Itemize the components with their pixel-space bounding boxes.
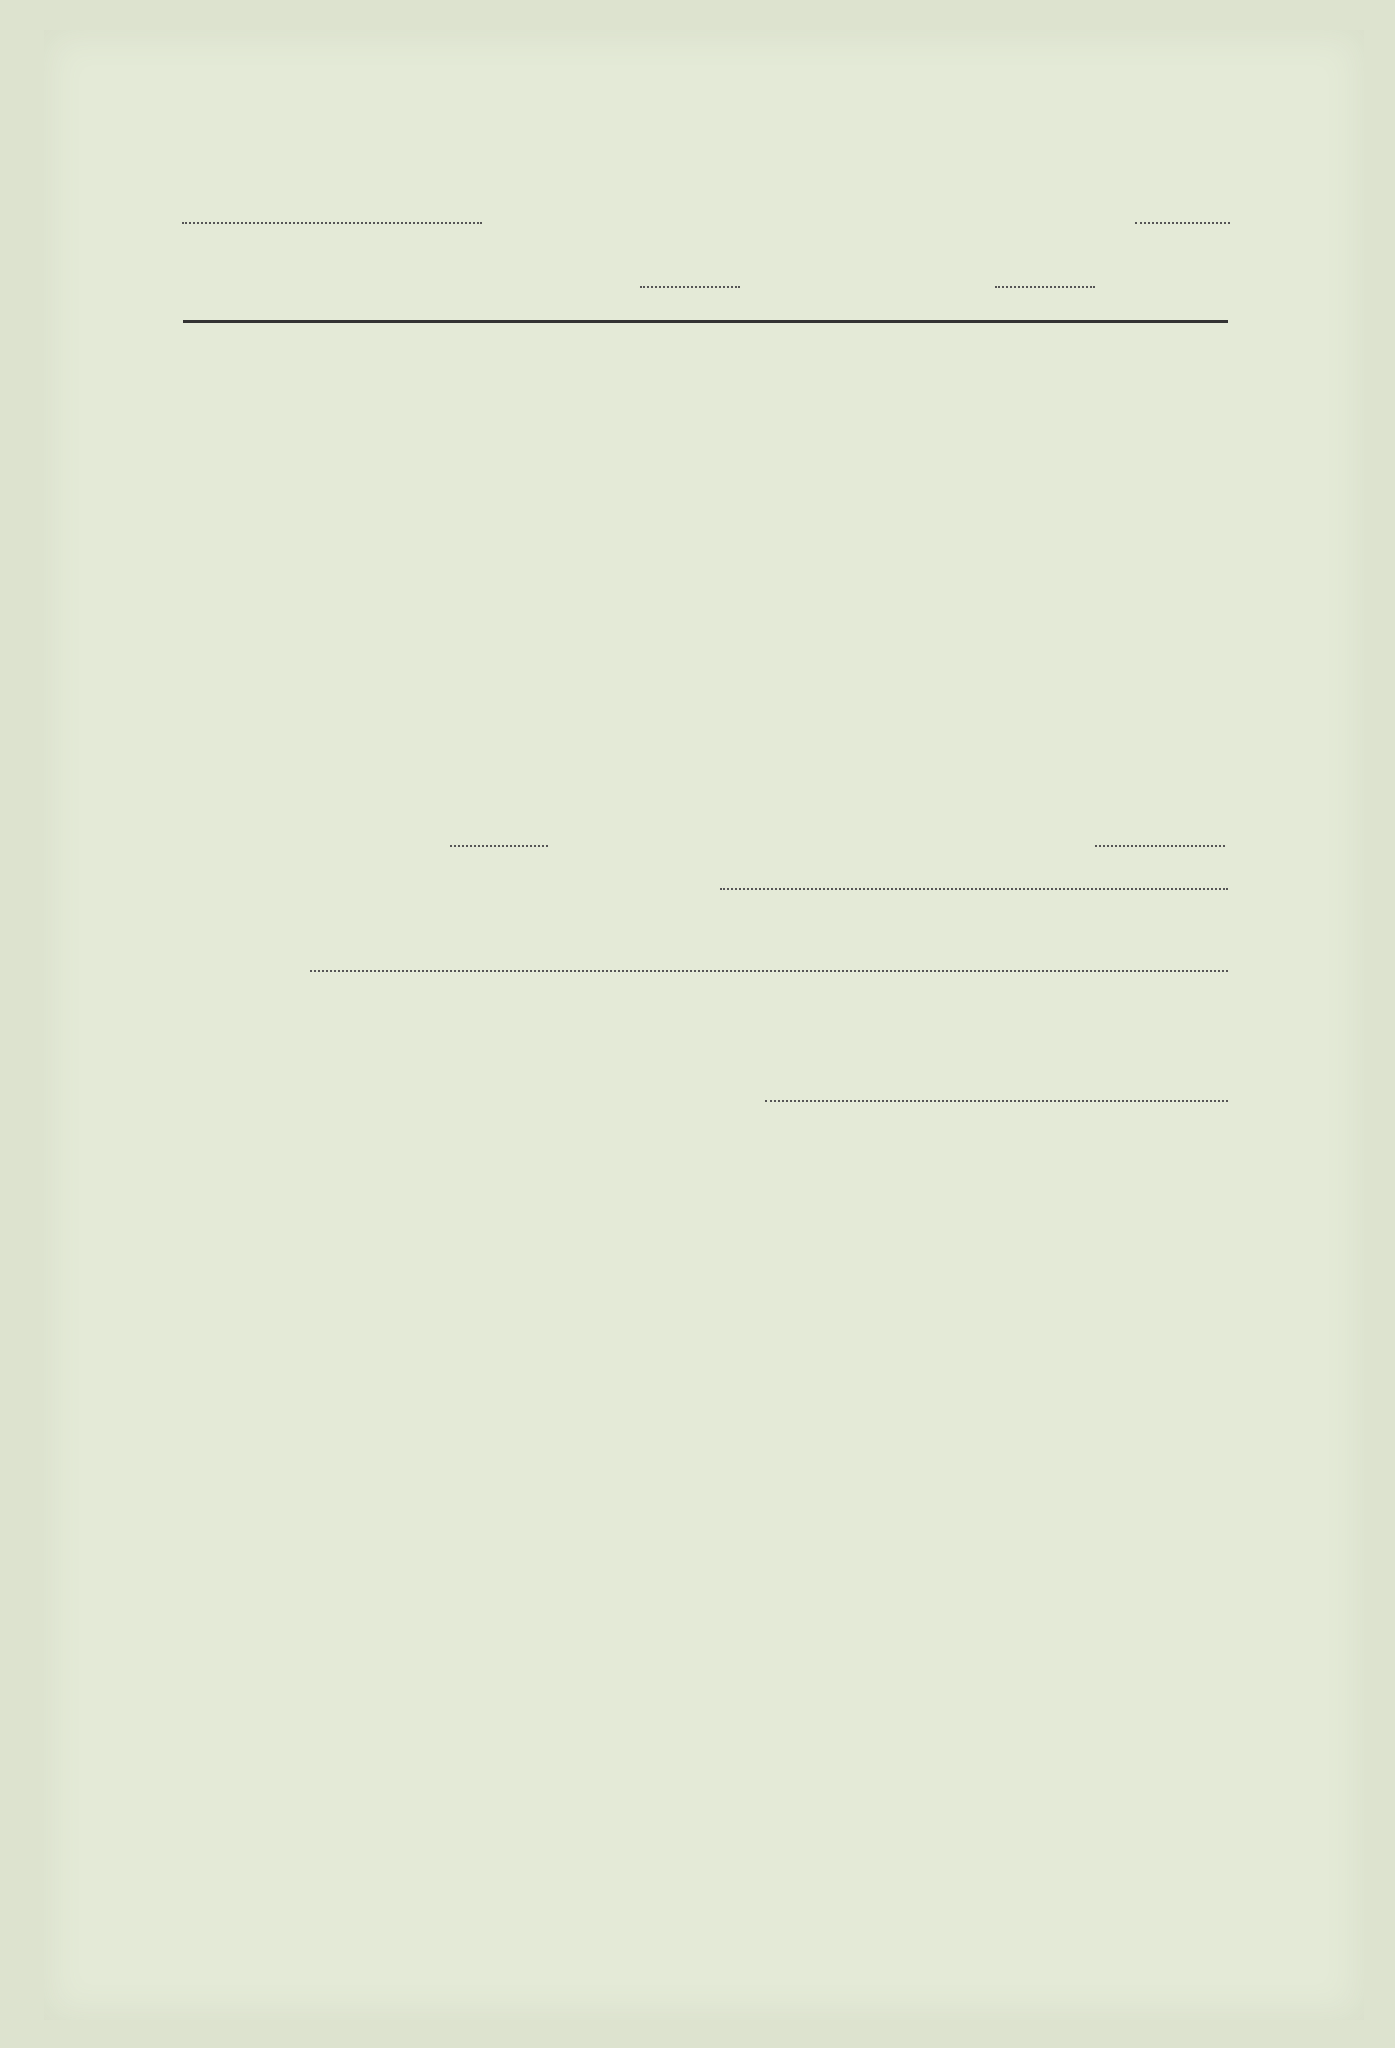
header-rule [183, 320, 1228, 323]
q6-month-line [1095, 845, 1225, 847]
q6-year-line [450, 845, 548, 847]
q8-line [765, 1100, 1228, 1102]
q7-line3 [310, 970, 1228, 972]
q7-line1 [720, 888, 1228, 890]
census-form-sheet [44, 30, 1364, 2020]
husliste-line [995, 286, 1095, 288]
personseddel-line [1135, 222, 1230, 224]
herred-line [182, 222, 482, 224]
kreds-line [640, 286, 740, 288]
